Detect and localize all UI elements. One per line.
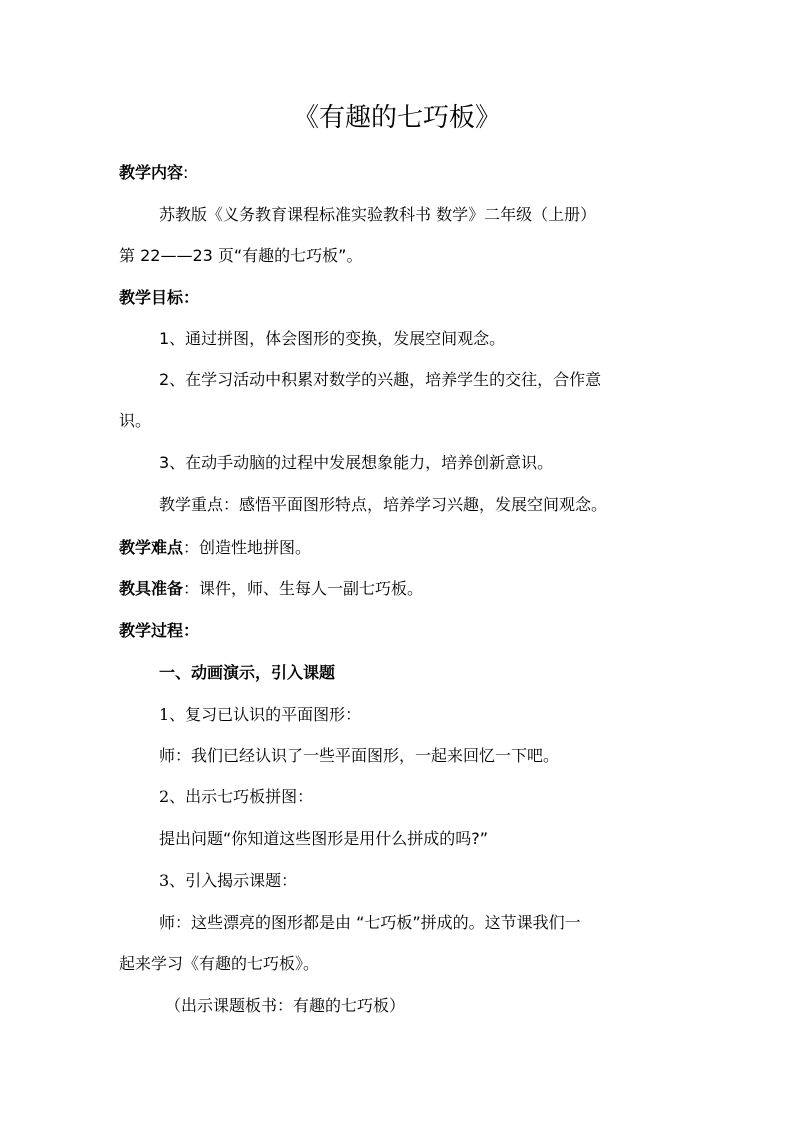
step-1-3-board: （出示课题板书：有趣的七巧板）	[165, 996, 406, 1015]
step-1-1-teacher: 师：我们已经认识了一些平面图形，一起来回忆一下吧。	[159, 746, 560, 765]
step-1-2-question: 提出问题“你知道这些图形是用什么拼成的吗?”	[159, 829, 489, 848]
step-1-3: 3、引入揭示课题：	[159, 871, 298, 890]
document-title: 《有趣的七巧板》	[292, 103, 501, 133]
tools-label: 教具准备	[119, 579, 184, 598]
step-1-3-teacher-line-2: 起来学习《有趣的七巧板》。	[119, 954, 320, 973]
step-1-1: 1、复习已认识的平面图形：	[159, 705, 362, 724]
process-heading: 教学过程：	[119, 621, 200, 640]
goal-3: 3、在动手动脑的过程中发展想象能力，培养创新意识。	[159, 453, 554, 472]
tools	[119, 578, 679, 600]
step-1-2: 2、出示七巧板拼图：	[159, 787, 314, 806]
step-1-3-teacher-line-1: 师：这些漂亮的图形都是由 “七巧板”拼成的。这节课我们一	[159, 913, 581, 932]
goal-1: 1、通过拼图，体会图形的变换，发展空间观念。	[159, 329, 506, 348]
content-heading	[119, 162, 679, 184]
goals-heading: 教学目标：	[119, 288, 200, 307]
key-point: 教学重点：感悟平面图形特点，培养学习兴趣，发展空间观念。	[159, 495, 608, 514]
step-1-heading: 一、动画演示，引入课题	[159, 663, 336, 682]
difficulty	[119, 537, 679, 559]
content-label: 教学内容	[119, 163, 184, 182]
tools-text: ：课件，师、生每人一副七巧板。	[183, 579, 424, 598]
difficulty-text: ：创造性地拼图。	[183, 538, 312, 557]
content-line-1: 苏教版《义务教育课程标准实验教科书 数学》二年级（上册）	[159, 205, 597, 224]
content-colon: :	[183, 163, 189, 182]
goal-2-line-2: 识。	[119, 411, 152, 430]
content-line-2: 第 22——23 页“有趣的七巧板”。	[119, 246, 363, 265]
difficulty-label: 教学难点	[119, 538, 184, 557]
goal-2-line-1: 2、在学习活动中积累对数学的兴趣，培养学生的交往，合作意	[159, 370, 602, 389]
